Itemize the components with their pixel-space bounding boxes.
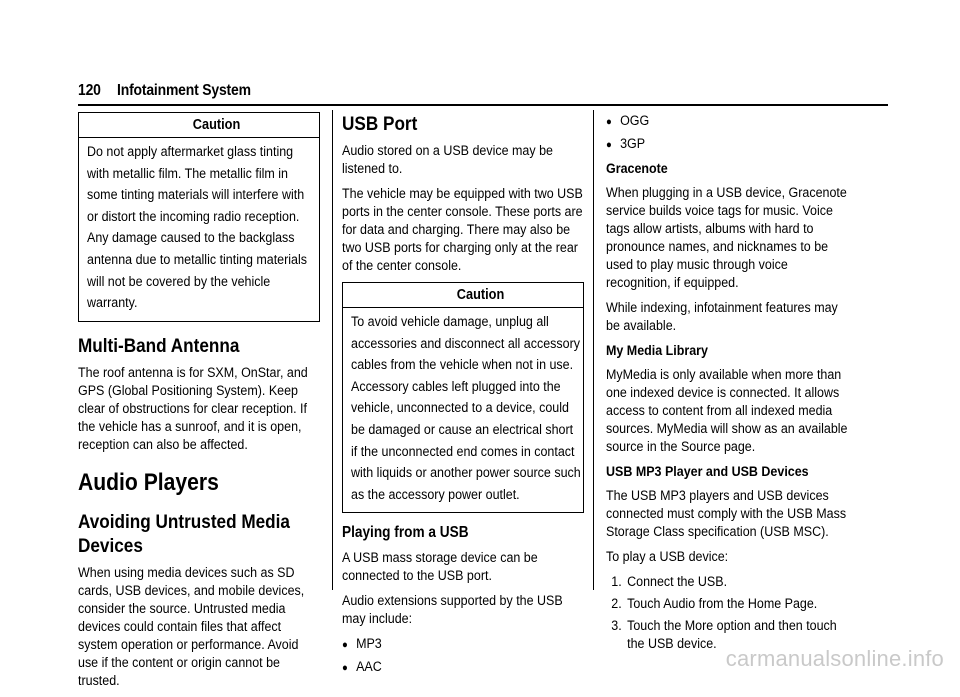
bullet-list — [342, 635, 584, 677]
step-item: 3. Touch the More option and then touch the USB device. — [611, 618, 837, 652]
paragraph: The roof antenna is for SXM, OnStar, and GPS (Global Positioning System). Keep clear of obstructions for clear reception. If the vehicle has a sunroof, and it is open, reception can also be affected. — [78, 364, 308, 453]
column-right — [606, 112, 848, 657]
section-title: Infotainment System — [117, 82, 251, 99]
caution-box — [78, 112, 320, 322]
steps-list — [606, 573, 848, 653]
paragraph: MyMedia is only available when more than one indexed device is connected. It allows access to content from all indexed media sources. MyMedia will show as an available source in the Source page. — [606, 367, 848, 455]
paragraph: Audio stored on a USB device may be listened to. — [342, 143, 553, 177]
paragraph: When using media devices such as SD cards, USB devices, and mobile devices, consider the source. Untrusted media devices could contain files that affect system operation or performance. Avoid use if the content or origin cannot be trusted. — [78, 564, 305, 689]
subheading-my-media-library: My Media Library — [606, 343, 708, 359]
caution-title: Caution — [456, 287, 505, 303]
step-item: 2. Touch Audio from the Home Page. — [611, 596, 818, 612]
paragraph: To play a USB device: — [606, 549, 729, 565]
list-item: ● OGG — [606, 113, 650, 129]
running-header — [78, 82, 251, 100]
page-number: 120 — [78, 82, 101, 99]
subheading-usb-mp3: USB MP3 Player and USB Devices — [606, 464, 809, 480]
caution-text: Do not apply aftermarket glass tinting with metallic film. The metallic film in some tinting materials will interfere with or distort the incoming radio reception. Any damage caused to the backglass antenna due to metallic tinting materials will not be covered by the vehicle warranty. — [87, 144, 307, 312]
paragraph: When plugging in a USB device, Gracenote service builds voice tags for music. Voice tags allow artists, albums with hard to pronounce names, and nicknames to be used to play music through voice recognition, if equipped. — [606, 185, 847, 291]
list-item: ● MP3 — [342, 636, 382, 653]
header-rule — [78, 104, 888, 106]
watermark: carmanualsonline.info — [725, 646, 944, 671]
list-item: ● AAC — [342, 659, 382, 676]
heading-audio-players: Audio Players — [78, 468, 219, 496]
paragraph: While indexing, infotainment features may be available. — [606, 300, 838, 334]
caution-rule — [343, 307, 583, 308]
paragraph: The USB MP3 players and USB devices connected must comply with the USB Mass Storage Class specification (USB MSC). — [606, 488, 847, 540]
heading-usb-port: USB Port — [342, 113, 418, 135]
caution-text: To avoid vehicle damage, unplug all accessories and disconnect all accessory cables from the vehicle when not in use. Accessory cables left plugged into the vehicle, unconnected to a device, could be damaged or cause an electrical short if the unconnected end comes in contact with liquids or another power source such as the accessory power outlet. — [351, 314, 581, 503]
column-left — [78, 112, 320, 697]
paragraph: The vehicle may be equipped with two USB ports in the center console. These ports are for data and charging. There may also be two USB ports for charging only at the rear of the center console. — [342, 186, 583, 274]
column-divider — [593, 110, 594, 590]
column-divider — [332, 110, 333, 590]
paragraph: Audio extensions supported by the USB may include: — [342, 593, 563, 628]
caution-title: Caution — [192, 117, 241, 133]
paragraph: A USB mass storage device can be connected to the USB port. — [342, 550, 538, 585]
caution-box — [342, 282, 584, 513]
heading-multi-band-antenna: Multi-Band Antenna — [78, 334, 240, 357]
caution-rule — [79, 137, 319, 138]
step-item: 1. Connect the USB. — [611, 574, 728, 590]
column-middle — [342, 112, 584, 683]
bullet-list — [606, 112, 848, 154]
heading-playing-from-usb: Playing from a USB — [342, 524, 469, 542]
heading-untrusted-media: Avoiding Untrusted Media Devices — [78, 510, 290, 557]
list-item: ● 3GP — [606, 136, 646, 152]
subheading-gracenote: Gracenote — [606, 161, 668, 177]
